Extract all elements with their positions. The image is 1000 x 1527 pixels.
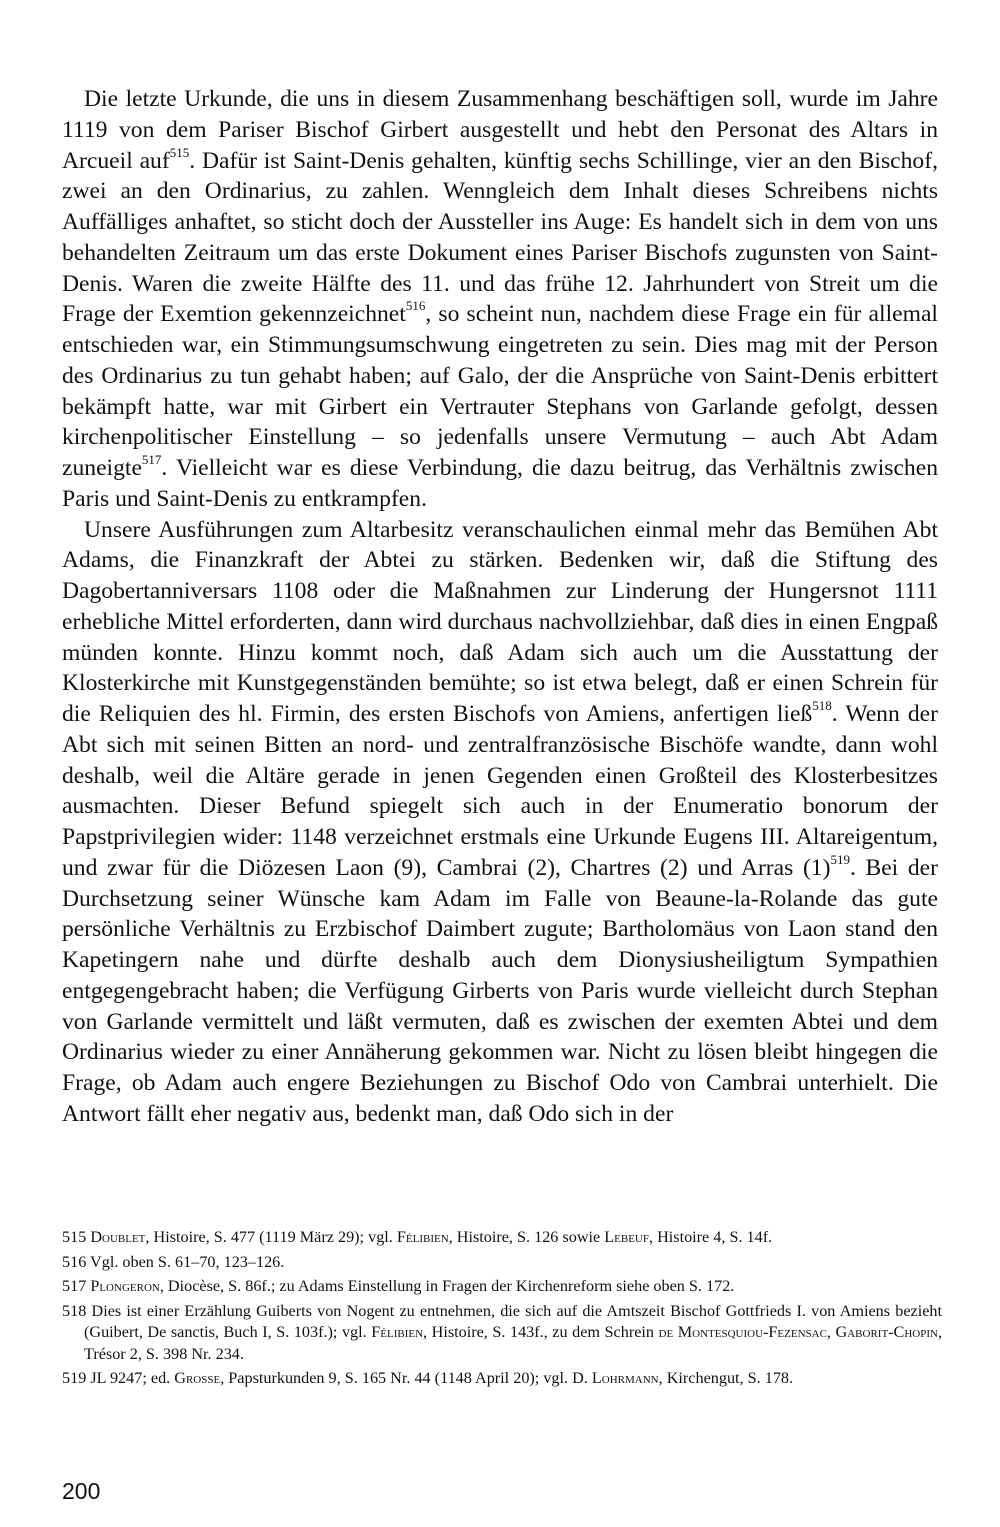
author-name: Lebeuf: [604, 1228, 649, 1246]
footnote-text: Dies ist einer Erzählung Guiberts von Nogent zu entnehmen, die sich auf die Amtszeit Bischof Gottfrieds I. von Amiens bezieht (Guibert, De sanctis, Buch I, S. 103f.); vgl.: [84, 1302, 943, 1342]
paragraph-2-text-b: . Wenn der Abt sich mit seinen Bitten an nord- und zentralfranzösische Bischöfe wandte, dann wohl deshalb, weil die Altäre gerade in jenen Gegenden einen Großteil des Klosterbesitzes ausmachten. Dieser Befund spiegelt sich auch in der Enumeratio bonorum der Papstprivilegien wider: 1148 verzeichnet erstmals eine Urkunde Eugens III. Altareigentum, und zwar für die Diözesen Laon (9), Cambrai (2), Chartres (2) und Arras (1): [62, 701, 938, 881]
page-number: 200: [62, 1478, 101, 1504]
footnote-text: , Diocèse, S. 86f.; zu Adams Einstellung in Fragen der Kirchenreform siehe oben S. 172.: [159, 1277, 735, 1296]
footnote-519: [62, 1368, 942, 1389]
footnote-text: , Histoire, S. 143f., zu dem Schrein: [423, 1323, 659, 1342]
footnote-516: [62, 1252, 942, 1273]
author-name: Félibien: [371, 1323, 424, 1342]
author-name: Gaborit-Chopin: [835, 1323, 938, 1342]
footnote-ref-519[interactable]: 519: [830, 851, 850, 867]
paragraph-2: [62, 515, 938, 1130]
footnote-text: , Histoire, S. 126 sowie: [448, 1228, 605, 1246]
footnote-number: 515: [62, 1228, 87, 1246]
author-name: Doublet: [90, 1228, 146, 1246]
footnote-text: Vgl. oben S. 61–70, 123–126.: [90, 1252, 285, 1271]
author-name: Lohrmann: [591, 1369, 659, 1388]
paragraph-1-text-a: Die letzte Urkunde, die uns in diesem Zusammenhang beschäftigen soll, wurde im Jahre 1119 von dem Pariser Bischof Girbert ausgestellt und hebt den Personat des Altars in Arcueil auf: [62, 86, 938, 174]
paragraph-1-text-d: . Vielleicht war es diese Verbindung, die dazu beitrug, das Verhältnis zwischen Paris und Saint-Denis zu entkrampfen.: [62, 455, 938, 512]
footnote-ref-518[interactable]: 518: [812, 698, 832, 714]
footnote-ref-516[interactable]: 516: [405, 298, 426, 314]
footnote-518: [62, 1301, 942, 1365]
footnote-text: JL 9247; ed.: [90, 1369, 175, 1388]
paragraph-2-text-a: Unsere Ausführungen zum Altarbesitz veranschaulichen einmal mehr das Bemühen Abt Adams, die Finanzkraft der Abtei zu stärken. Bedenken wir, daß die Stiftung des Dagobertanniversars 1108 oder die Maßnahmen zur Linderung der Hungersnot 1111 erhebliche Mittel erforderten, dann wird durchaus nachvollziehbar, daß dies in einen Engpaß münden konnte. Hinzu kommt noch, daß Adam sich auch um die Ausstattung der Klosterkirche mit Kunstgegenständen bemühte; so ist etwa belegt, daß er einen Schrein für die Reliquien des hl. Firmin, des ersten Bischofs von Amiens, anfertigen ließ: [62, 516, 938, 727]
footnote-text: , Trésor 2, S. 398 Nr. 234.: [84, 1323, 943, 1363]
footnote-number: 519: [62, 1369, 87, 1388]
footnote-ref-517[interactable]: 517: [141, 452, 162, 468]
author-name: Plongeron: [90, 1277, 160, 1296]
paragraph-1: [62, 84, 938, 515]
footnote-517: [62, 1276, 942, 1297]
paragraph-1-text-c: , so scheint nun, nachdem diese Frage ein für allemal entschieden war, ein Stimmungsumschwung eingetreten zu sein. Dies mag mit der Person des Ordinarius zu tun gehabt haben; auf Galo, der die Ansprüche von Saint-Denis erbittert bekämpft hatte, war mit Girbert ein Vertrauter Stephans von Garlande gefolgt, dessen kirchenpolitischer Einstellung – so jedenfalls unsere Vermutung – auch Abt Adam zuneigte: [62, 301, 938, 481]
paragraph-1-text-b: . Dafür ist Saint-Denis gehalten, künftig sechs Schillinge, vier an den Bischof, zwei an den Ordinarius, zu zahlen. Wenngleich dem Inhalt dieses Schreibens nichts Auffälliges anhaftet, so sticht doch der Aussteller ins Auge: Es handelt sich in dem von uns behandelten Zeitraum um das erste Dokument eines Pariser Bischofs zugunsten von Saint-Denis. Waren die zweite Hälfte des 11. und das frühe 12. Jahrhundert von Streit um die Frage der Exemtion gekennzeichnet: [62, 147, 938, 328]
main-text: [62, 84, 938, 1130]
footnote-number: 516: [62, 1252, 87, 1271]
author-name: Grosse: [174, 1369, 221, 1388]
author-name: Félibien: [396, 1228, 449, 1246]
footnote-515: [62, 1227, 942, 1248]
footnote-text: , Histoire, S. 477 (1119 März 29); vgl.: [145, 1228, 397, 1246]
footnote-text: , Kirchengut, S. 178.: [658, 1369, 794, 1388]
footnotes: [62, 1227, 942, 1393]
footnote-number: 518: [62, 1302, 87, 1321]
author-name: de Montesquiou-Fezensac: [658, 1323, 827, 1342]
footnote-text: , Papsturkunden 9, S. 165 Nr. 44 (1148 April 20); vgl. D.: [220, 1369, 592, 1388]
footnote-number: 517: [62, 1277, 87, 1296]
footnote-ref-515[interactable]: 515: [169, 144, 190, 160]
footnote-text: ,: [826, 1323, 836, 1342]
paragraph-2-text-c: . Bei der Durchsetzung seiner Wünsche kam Adam im Falle von Beaune-la-Rolande das gute persönliche Verhältnis zu Erzbischof Daimbert zugute; Bartholomäus von Laon stand den Kapetingern nahe und dürfte deshalb auch dem Dionysiusheiligtum Sympathien entgegengebracht haben; die Verfügung Girberts von Paris wurde vielleicht durch Stephan von Garlande vermittelt und läßt vermuten, daß es zwischen der exemten Abtei und dem Ordinarius wieder zu einer Annäherung gekommen war. Nicht zu lösen bleibt hingegen die Frage, ob Adam auch engere Beziehungen zu Bischof Odo von Cambrai unterhielt. Die Antwort fällt eher negativ aus, bedenkt man, daß Odo sich in der: [62, 854, 938, 1127]
footnote-text: , Histoire 4, S. 14f.: [648, 1228, 773, 1246]
